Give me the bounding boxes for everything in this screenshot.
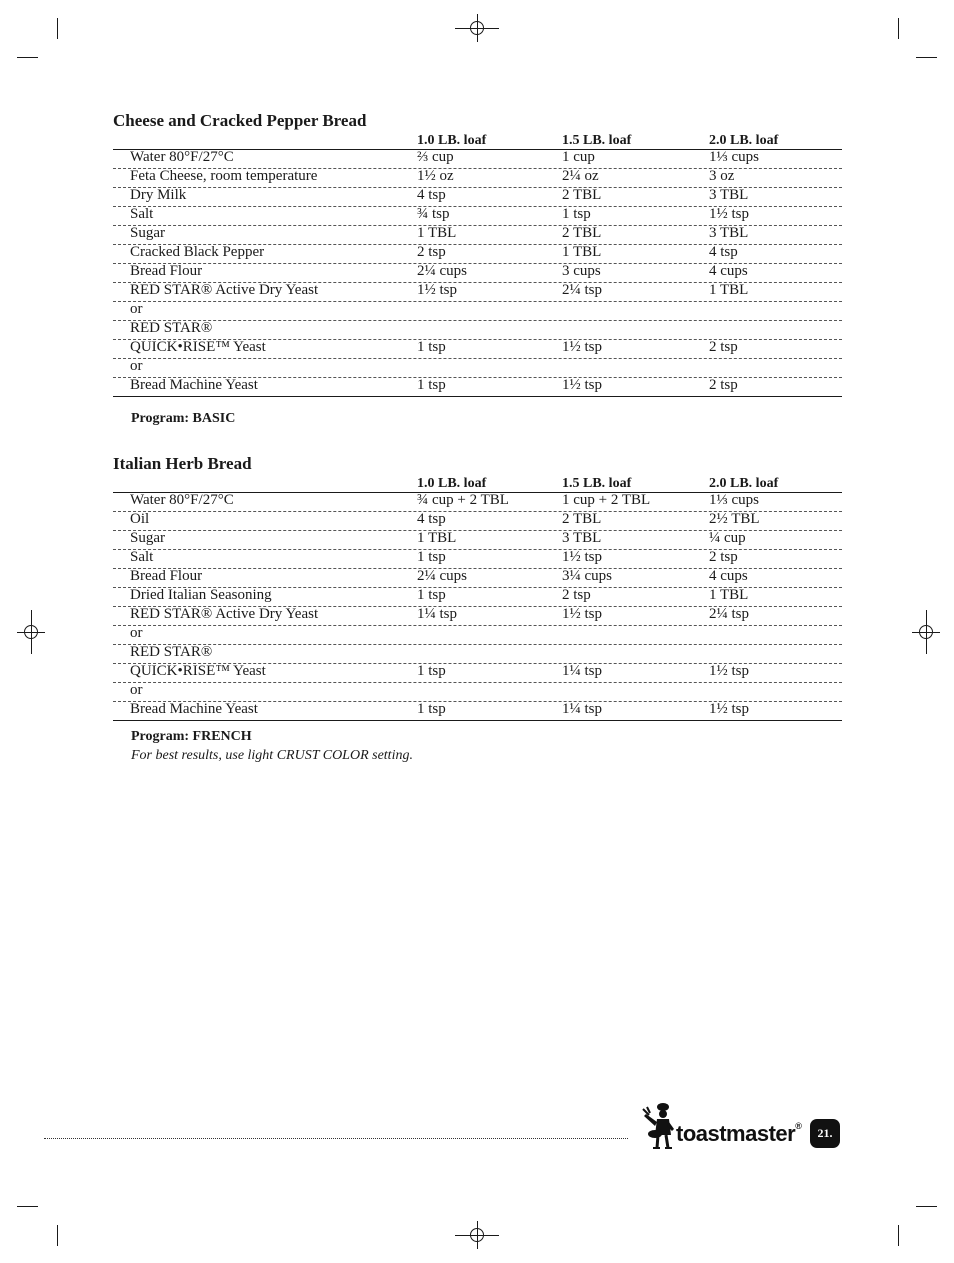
table-header	[113, 474, 842, 493]
program-label: Program: FRENCH	[131, 729, 252, 744]
ingredient-amount: 1½ tsp	[562, 549, 603, 565]
ingredient-name: Salt	[130, 206, 154, 222]
table-row	[113, 664, 842, 683]
ingredient-amount: 1 tsp	[562, 206, 591, 222]
recipe-title: Italian Herb Bread	[113, 454, 252, 473]
ingredient-amount: 1½ tsp	[709, 663, 750, 679]
recipe-italian-herb-bread	[113, 454, 842, 721]
ingredient-name: Sugar	[130, 530, 165, 546]
table-row	[113, 702, 842, 721]
ingredient-amount: 4 tsp	[417, 511, 446, 527]
ingredient-name: Water 80°F/27°C	[130, 492, 234, 508]
recipe-note: For best results, use light CRUST COLOR setting.	[131, 748, 413, 763]
ingredient-name: RED STAR®	[130, 320, 213, 336]
column-header: 2.0 LB. loaf	[709, 476, 779, 491]
table-row	[113, 150, 842, 169]
table-row	[113, 531, 842, 550]
ingredient-name: RED STAR® Active Dry Yeast	[130, 282, 319, 298]
ingredient-amount: ¾ tsp	[417, 206, 450, 222]
ingredient-name: or	[130, 358, 143, 374]
ingredient-amount: 2 tsp	[417, 244, 446, 260]
ingredient-amount: 1 TBL	[417, 530, 457, 546]
ingredient-amount: 2¼ cups	[417, 568, 467, 584]
page-number: 21.	[810, 1119, 840, 1148]
ingredient-name: Bread Machine Yeast	[130, 701, 258, 717]
ingredient-name: or	[130, 301, 143, 317]
table-row	[113, 683, 842, 702]
table-row	[113, 588, 842, 607]
table-row	[113, 321, 842, 340]
table-row	[113, 645, 842, 664]
ingredient-amount: 1⅓ cups	[709, 492, 759, 508]
ingredient-amount: 4 tsp	[709, 244, 738, 260]
footer-rule	[44, 1138, 628, 1139]
ingredient-amount: 1⅓ cups	[709, 149, 759, 165]
brand-registered-mark: ®	[795, 1121, 802, 1131]
table-row	[113, 226, 842, 245]
ingredient-amount: ¾ cup + 2 TBL	[417, 492, 509, 508]
column-header: 1.5 LB. loaf	[562, 476, 632, 491]
brand-name: toastmaster	[676, 1121, 796, 1146]
ingredient-amount: 1¼ tsp	[562, 663, 603, 679]
program-label: Program: BASIC	[131, 411, 236, 426]
column-header: 1.0 LB. loaf	[417, 476, 487, 491]
table-row	[113, 207, 842, 226]
table-row	[113, 188, 842, 207]
ingredient-amount: 1½ tsp	[562, 606, 603, 622]
table-row	[113, 245, 842, 264]
table-row	[113, 264, 842, 283]
ingredient-name: RED STAR®	[130, 644, 213, 660]
ingredient-name: QUICK•RISE™ Yeast	[130, 663, 266, 679]
ingredient-amount: 2 tsp	[709, 339, 738, 355]
table-header	[113, 131, 842, 150]
ingredient-amount: 1½ tsp	[709, 701, 750, 717]
ingredient-amount: 2¼ oz	[562, 168, 599, 184]
ingredient-amount: ¼ cup	[709, 530, 746, 546]
recipe-title: Cheese and Cracked Pepper Bread	[113, 111, 367, 130]
column-header: 1.0 LB. loaf	[417, 133, 487, 148]
table-row	[113, 512, 842, 531]
ingredient-amount: 1½ tsp	[562, 339, 603, 355]
ingredient-amount: 4 cups	[709, 263, 748, 279]
ingredient-name: Cracked Black Pepper	[130, 244, 265, 260]
ingredient-name: Salt	[130, 549, 154, 565]
ingredient-name: QUICK•RISE™ Yeast	[130, 339, 266, 355]
table-row	[113, 569, 842, 588]
table-row	[113, 340, 842, 359]
ingredient-amount: 1 TBL	[562, 244, 602, 260]
ingredient-amount: 4 tsp	[417, 187, 446, 203]
ingredient-amount: 1 tsp	[417, 339, 446, 355]
ingredient-amount: 3 TBL	[562, 530, 602, 546]
ingredient-amount: 2¼ tsp	[709, 606, 750, 622]
ingredient-amount: 1½ tsp	[562, 377, 603, 393]
ingredient-name: Water 80°F/27°C	[130, 149, 234, 165]
table-row	[113, 550, 842, 569]
ingredient-amount: ⅔ cup	[417, 149, 454, 165]
ingredient-amount: 3 TBL	[709, 187, 749, 203]
ingredient-amount: 1 cup + 2 TBL	[562, 492, 651, 508]
ingredient-table	[113, 493, 842, 721]
ingredient-amount: 2¼ tsp	[562, 282, 603, 298]
ingredient-name: Sugar	[130, 225, 165, 241]
ingredient-amount: 2¼ cups	[417, 263, 467, 279]
ingredient-amount: 2 tsp	[709, 377, 738, 393]
ingredient-amount: 1½ tsp	[709, 206, 750, 222]
ingredient-name: Bread Machine Yeast	[130, 377, 258, 393]
ingredient-amount: 1¼ tsp	[562, 701, 603, 717]
ingredient-amount: 2½ TBL	[709, 511, 760, 527]
table-row	[113, 169, 842, 188]
ingredient-amount: 2 TBL	[562, 187, 602, 203]
table-row	[113, 493, 842, 512]
ingredient-amount: 3 TBL	[709, 225, 749, 241]
chef-logo-icon	[641, 1101, 677, 1151]
table-row	[113, 626, 842, 645]
ingredient-amount: 2 TBL	[562, 511, 602, 527]
table-row	[113, 302, 842, 321]
ingredient-name: RED STAR® Active Dry Yeast	[130, 606, 319, 622]
column-header: 2.0 LB. loaf	[709, 133, 779, 148]
ingredient-name: Bread Flour	[130, 568, 203, 584]
ingredient-amount: 1 cup	[562, 149, 595, 165]
ingredient-name: or	[130, 625, 143, 641]
ingredient-amount: 1 tsp	[417, 377, 446, 393]
ingredient-name: Dried Italian Seasoning	[130, 587, 272, 603]
ingredient-amount: 2 tsp	[709, 549, 738, 565]
table-row	[113, 359, 842, 378]
ingredient-amount: 1 TBL	[417, 225, 457, 241]
ingredient-amount: 4 cups	[709, 568, 748, 584]
brand-logo	[676, 1121, 801, 1147]
ingredient-amount: 1 TBL	[709, 587, 749, 603]
table-row	[113, 283, 842, 302]
ingredient-amount: 3 cups	[562, 263, 601, 279]
ingredient-amount: 1¼ tsp	[417, 606, 458, 622]
ingredient-amount: 1½ tsp	[417, 282, 458, 298]
ingredient-amount: 1 tsp	[417, 587, 446, 603]
ingredient-amount: 2 TBL	[562, 225, 602, 241]
ingredient-amount: 3 oz	[709, 168, 735, 184]
recipe-cheese-pepper-bread	[113, 111, 842, 397]
ingredient-name: Oil	[130, 511, 150, 527]
ingredient-name: Bread Flour	[130, 263, 203, 279]
ingredient-name: Dry Milk	[130, 187, 187, 203]
ingredient-table	[113, 150, 842, 397]
table-row	[113, 607, 842, 626]
ingredient-amount: 1½ oz	[417, 168, 454, 184]
ingredient-name: or	[130, 682, 143, 698]
ingredient-amount: 1 TBL	[709, 282, 749, 298]
ingredient-name: Feta Cheese, room temperature	[130, 168, 318, 184]
ingredient-amount: 2 tsp	[562, 587, 591, 603]
ingredient-amount: 1 tsp	[417, 701, 446, 717]
ingredient-amount: 1 tsp	[417, 663, 446, 679]
column-header: 1.5 LB. loaf	[562, 133, 632, 148]
table-row	[113, 378, 842, 397]
ingredient-amount: 3¼ cups	[562, 568, 612, 584]
ingredient-amount: 1 tsp	[417, 549, 446, 565]
